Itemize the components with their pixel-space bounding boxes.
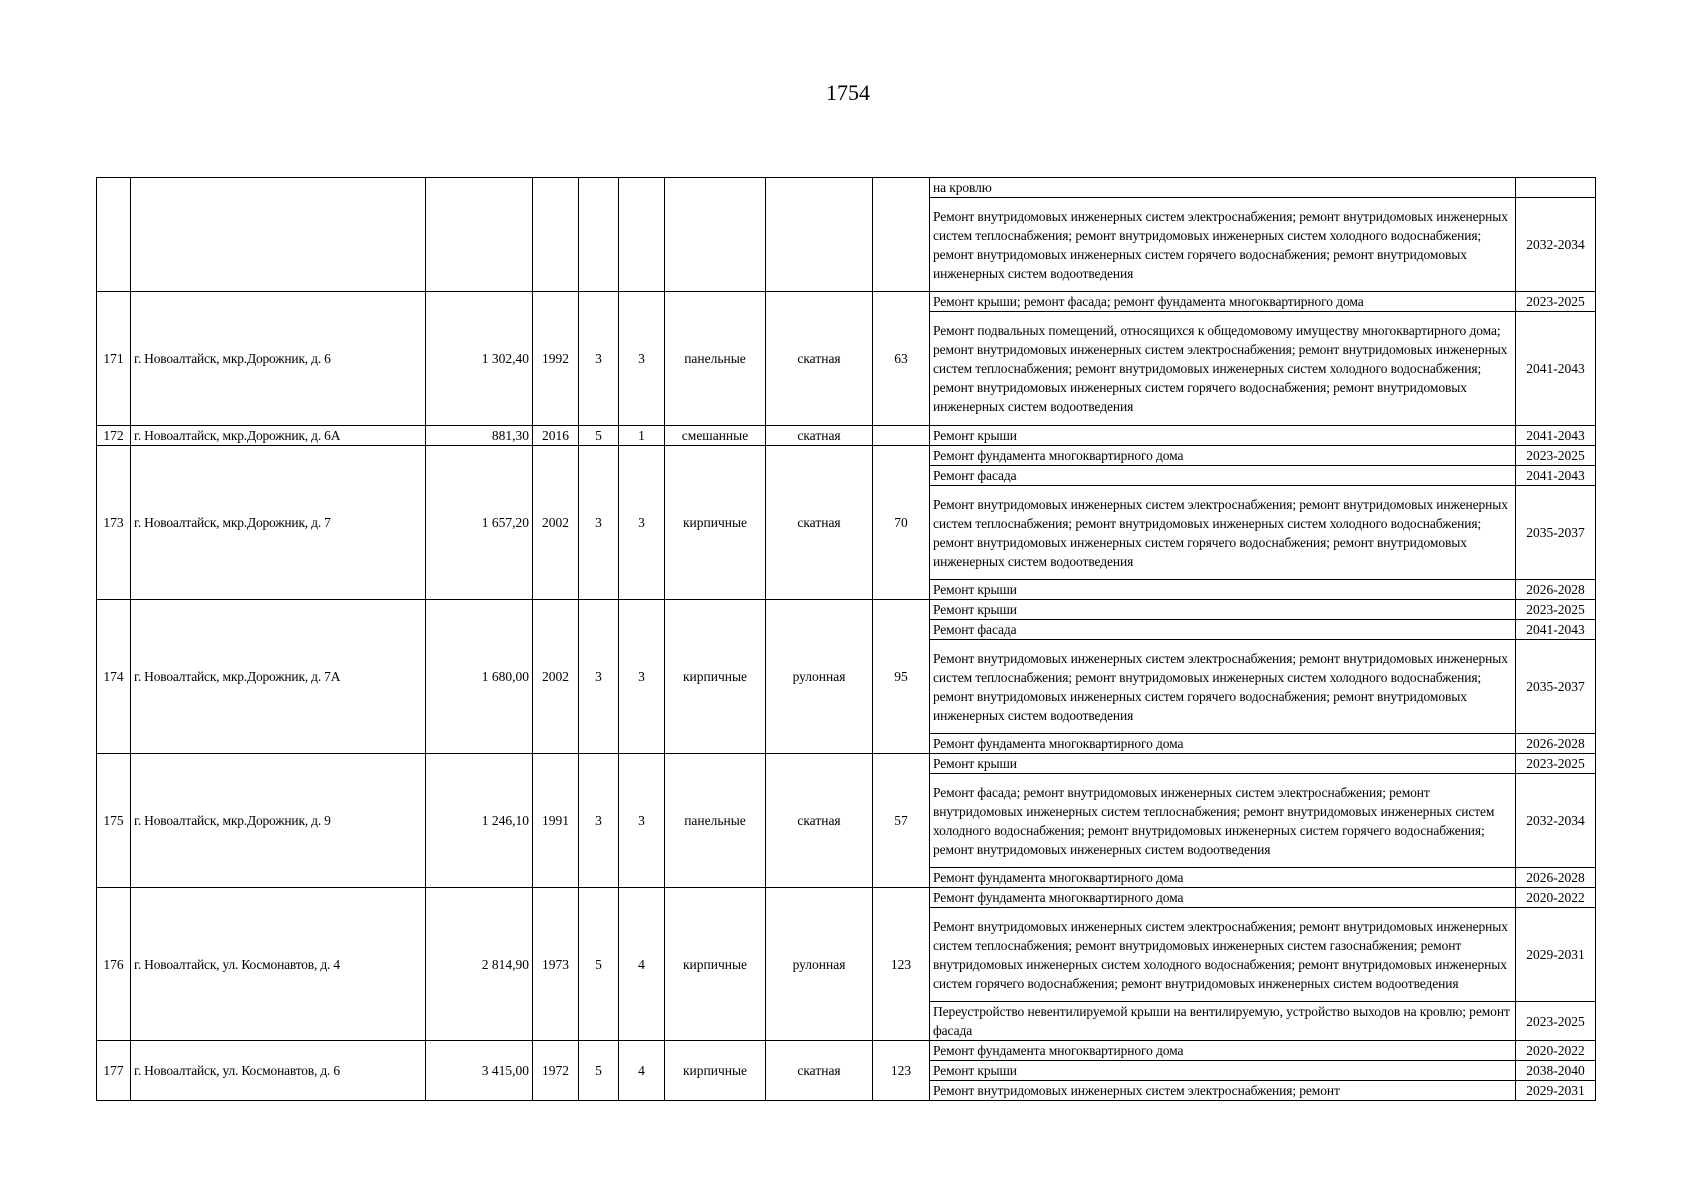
capital-repair-table bbox=[96, 177, 1596, 1101]
table-cell-apartments: 57 bbox=[873, 754, 930, 888]
table-cell-roof: скатная bbox=[766, 754, 873, 888]
table-cell-period: 2041-2043 bbox=[1516, 466, 1596, 486]
table-row bbox=[97, 888, 1596, 908]
page-number: 1754 bbox=[826, 80, 870, 105]
table-cell-work: Ремонт фасада bbox=[930, 466, 1516, 486]
table-cell-period bbox=[1516, 178, 1596, 198]
table-cell-period: 2020-2022 bbox=[1516, 1041, 1596, 1061]
table-cell-work: Ремонт внутридомовых инженерных систем электроснабжения; ремонт внутридомовых инженерных систем теплоснабжения; ремонт внутридомовых инженерных систем холодного водоснабжения; ремонт внутридомовых инженерных систем горячего водоснабжения; ремонт внутридомовых инженерных систем водоотведения bbox=[930, 640, 1516, 734]
table-cell-period: 2029-2031 bbox=[1516, 908, 1596, 1002]
table-cell-work: Ремонт внутридомовых инженерных систем электроснабжения; ремонт внутридомовых инженерных систем теплоснабжения; ремонт внутридомовых инженерных систем газоснабжения; ремонт внутридомовых инженерных систем холодного водоснабжения; ремонт внутридомовых инженерных систем горячего водоснабжения; ремонт внутридомовых инженерных систем водоотведения bbox=[930, 908, 1516, 1002]
table-cell-roof: рулонная bbox=[766, 600, 873, 754]
table-cell-period: 2020-2022 bbox=[1516, 888, 1596, 908]
table-cell-floors: 3 bbox=[579, 600, 619, 754]
table-cell-address: г. Новоалтайск, мкр.Дорожник, д. 6А bbox=[131, 426, 426, 446]
table-cell-area: 3 415,00 bbox=[426, 1041, 533, 1101]
table-cell-walls: смешанные bbox=[665, 426, 766, 446]
table-cell-work: Ремонт крыши bbox=[930, 600, 1516, 620]
table-cell-area: 1 680,00 bbox=[426, 600, 533, 754]
table-cell-number: 177 bbox=[97, 1041, 131, 1101]
table-cell-work: Ремонт фасада bbox=[930, 620, 1516, 640]
table-row bbox=[97, 754, 1596, 774]
table-cell-work: Ремонт внутридомовых инженерных систем электроснабжения; ремонт внутридомовых инженерных систем теплоснабжения; ремонт внутридомовых инженерных систем холодного водоснабжения; ремонт внутридомовых инженерных систем горячего водоснабжения; ремонт внутридомовых инженерных систем водоотведения bbox=[930, 486, 1516, 580]
table-cell-area bbox=[426, 178, 533, 292]
table-cell-address: г. Новоалтайск, ул. Космонавтов, д. 6 bbox=[131, 1041, 426, 1101]
table-cell-number: 172 bbox=[97, 426, 131, 446]
table-cell-area: 1 657,20 bbox=[426, 446, 533, 600]
table-cell-work: Ремонт подвальных помещений, относящихся к общедомовому имуществу многоквартирного дома; ремонт внутридомовых инженерных систем электроснабжения; ремонт внутридомовых инженерных систем теплоснабжения; ремонт внутридомовых инженерных систем холодного водоснабжения; ремонт внутридомовых инженерных систем горячего водоснабжения; ремонт внутридомовых инженерных систем водоотведения bbox=[930, 312, 1516, 426]
table-cell-roof: рулонная bbox=[766, 888, 873, 1041]
table-cell-period: 2023-2025 bbox=[1516, 1002, 1596, 1041]
table-cell-period: 2026-2028 bbox=[1516, 868, 1596, 888]
table-cell-period: 2041-2043 bbox=[1516, 426, 1596, 446]
table-cell-year: 1991 bbox=[533, 754, 579, 888]
table-cell-period: 2029-2031 bbox=[1516, 1081, 1596, 1101]
table-cell-address: г. Новоалтайск, мкр.Дорожник, д. 6 bbox=[131, 292, 426, 426]
table-row bbox=[97, 292, 1596, 312]
table-cell-year bbox=[533, 178, 579, 292]
table-cell-apartments bbox=[873, 426, 930, 446]
table-cell-year: 1972 bbox=[533, 1041, 579, 1101]
table-cell-apartments bbox=[873, 178, 930, 292]
table-cell-period: 2035-2037 bbox=[1516, 486, 1596, 580]
table-cell-work: Ремонт крыши bbox=[930, 580, 1516, 600]
table-cell-apartments: 70 bbox=[873, 446, 930, 600]
table-cell-work: Ремонт фундамента многоквартирного дома bbox=[930, 1041, 1516, 1061]
table-cell-floors: 3 bbox=[579, 754, 619, 888]
table-cell-address: г. Новоалтайск, ул. Космонавтов, д. 4 bbox=[131, 888, 426, 1041]
table-cell-roof: скатная bbox=[766, 1041, 873, 1101]
table-cell-floors bbox=[579, 178, 619, 292]
table-cell-work: Ремонт фундамента многоквартирного дома bbox=[930, 734, 1516, 754]
table-cell-entrances: 3 bbox=[619, 446, 665, 600]
table-cell-work: Ремонт фундамента многоквартирного дома bbox=[930, 868, 1516, 888]
table-cell-period: 2041-2043 bbox=[1516, 312, 1596, 426]
table-cell-work: Ремонт фундамента многоквартирного дома bbox=[930, 888, 1516, 908]
table-row bbox=[97, 1041, 1596, 1061]
table-cell-work: Ремонт внутридомовых инженерных систем электроснабжения; ремонт внутридомовых инженерных систем теплоснабжения; ремонт внутридомовых инженерных систем холодного водоснабжения; ремонт внутридомовых инженерных систем горячего водоснабжения; ремонт внутридомовых инженерных систем водоотведения bbox=[930, 198, 1516, 292]
table-cell-year: 1973 bbox=[533, 888, 579, 1041]
table-cell-work: Ремонт крыши; ремонт фасада; ремонт фундамента многоквартирного дома bbox=[930, 292, 1516, 312]
table-cell-walls bbox=[665, 178, 766, 292]
table-cell-period: 2026-2028 bbox=[1516, 734, 1596, 754]
table-cell-work: на кровлю bbox=[930, 178, 1516, 198]
table-cell-entrances: 1 bbox=[619, 426, 665, 446]
table-cell-work: Ремонт фасада; ремонт внутридомовых инженерных систем электроснабжения; ремонт внутридомовых инженерных систем теплоснабжения; ремонт внутридомовых инженерных систем холодного водоснабжения; ремонт внутридомовых инженерных систем горячего водоснабжения; ремонт внутридомовых инженерных систем водоотведения bbox=[930, 774, 1516, 868]
table-body bbox=[97, 178, 1596, 1101]
table-cell-floors: 3 bbox=[579, 292, 619, 426]
table-cell-entrances: 3 bbox=[619, 292, 665, 426]
table-cell-address: г. Новоалтайск, мкр.Дорожник, д. 9 bbox=[131, 754, 426, 888]
table-cell-period: 2035-2037 bbox=[1516, 640, 1596, 734]
table-cell-work: Ремонт крыши bbox=[930, 1061, 1516, 1081]
table-cell-walls: кирпичные bbox=[665, 600, 766, 754]
table-cell-roof: скатная bbox=[766, 292, 873, 426]
table-row bbox=[97, 446, 1596, 466]
table-cell-period: 2023-2025 bbox=[1516, 292, 1596, 312]
table-cell-floors: 3 bbox=[579, 446, 619, 600]
table-cell-year: 2016 bbox=[533, 426, 579, 446]
table-cell-area: 2 814,90 bbox=[426, 888, 533, 1041]
table-row bbox=[97, 178, 1596, 198]
table-cell-period: 2041-2043 bbox=[1516, 620, 1596, 640]
table-cell-apartments: 63 bbox=[873, 292, 930, 426]
table-cell-floors: 5 bbox=[579, 426, 619, 446]
table-cell-entrances bbox=[619, 178, 665, 292]
table-cell-floors: 5 bbox=[579, 888, 619, 1041]
table-cell-year: 2002 bbox=[533, 446, 579, 600]
table-cell-period: 2023-2025 bbox=[1516, 446, 1596, 466]
table-cell-number: 176 bbox=[97, 888, 131, 1041]
table-cell-area: 1 302,40 bbox=[426, 292, 533, 426]
table-cell-work: Ремонт внутридомовых инженерных систем электроснабжения; ремонт bbox=[930, 1081, 1516, 1101]
table-cell-walls: панельные bbox=[665, 292, 766, 426]
table-row bbox=[97, 426, 1596, 446]
table-cell-number: 174 bbox=[97, 600, 131, 754]
table-cell-period: 2023-2025 bbox=[1516, 754, 1596, 774]
table-cell-year: 2002 bbox=[533, 600, 579, 754]
table-cell-number: 175 bbox=[97, 754, 131, 888]
table-row bbox=[97, 600, 1596, 620]
table-cell-year: 1992 bbox=[533, 292, 579, 426]
table-cell-entrances: 3 bbox=[619, 600, 665, 754]
table-cell-walls: кирпичные bbox=[665, 1041, 766, 1101]
table-cell-entrances: 3 bbox=[619, 754, 665, 888]
table-cell-walls: кирпичные bbox=[665, 888, 766, 1041]
table-cell-work: Ремонт крыши bbox=[930, 754, 1516, 774]
table-cell-entrances: 4 bbox=[619, 1041, 665, 1101]
table-cell-roof bbox=[766, 178, 873, 292]
table-cell-apartments: 123 bbox=[873, 888, 930, 1041]
table-cell-area: 881,30 bbox=[426, 426, 533, 446]
table-cell-period: 2032-2034 bbox=[1516, 774, 1596, 868]
table-cell-floors: 5 bbox=[579, 1041, 619, 1101]
table-cell-address: г. Новоалтайск, мкр.Дорожник, д. 7 bbox=[131, 446, 426, 600]
table-cell-work: Переустройство невентилируемой крыши на вентилируемую, устройство выходов на кровлю; ремонт фасада bbox=[930, 1002, 1516, 1041]
table-cell-period: 2032-2034 bbox=[1516, 198, 1596, 292]
table-cell-area: 1 246,10 bbox=[426, 754, 533, 888]
table-cell-apartments: 95 bbox=[873, 600, 930, 754]
table-cell-walls: кирпичные bbox=[665, 446, 766, 600]
table-cell-number: 171 bbox=[97, 292, 131, 426]
table-cell-number: 173 bbox=[97, 446, 131, 600]
table-cell-period: 2038-2040 bbox=[1516, 1061, 1596, 1081]
table-cell-roof: скатная bbox=[766, 446, 873, 600]
table-cell-roof: скатная bbox=[766, 426, 873, 446]
table-cell-work: Ремонт крыши bbox=[930, 426, 1516, 446]
table-cell-number bbox=[97, 178, 131, 292]
table-cell-period: 2026-2028 bbox=[1516, 580, 1596, 600]
table-cell-address bbox=[131, 178, 426, 292]
table-cell-address: г. Новоалтайск, мкр.Дорожник, д. 7А bbox=[131, 600, 426, 754]
table-cell-work: Ремонт фундамента многоквартирного дома bbox=[930, 446, 1516, 466]
table-cell-walls: панельные bbox=[665, 754, 766, 888]
table-cell-apartments: 123 bbox=[873, 1041, 930, 1101]
table-cell-period: 2023-2025 bbox=[1516, 600, 1596, 620]
table-cell-entrances: 4 bbox=[619, 888, 665, 1041]
